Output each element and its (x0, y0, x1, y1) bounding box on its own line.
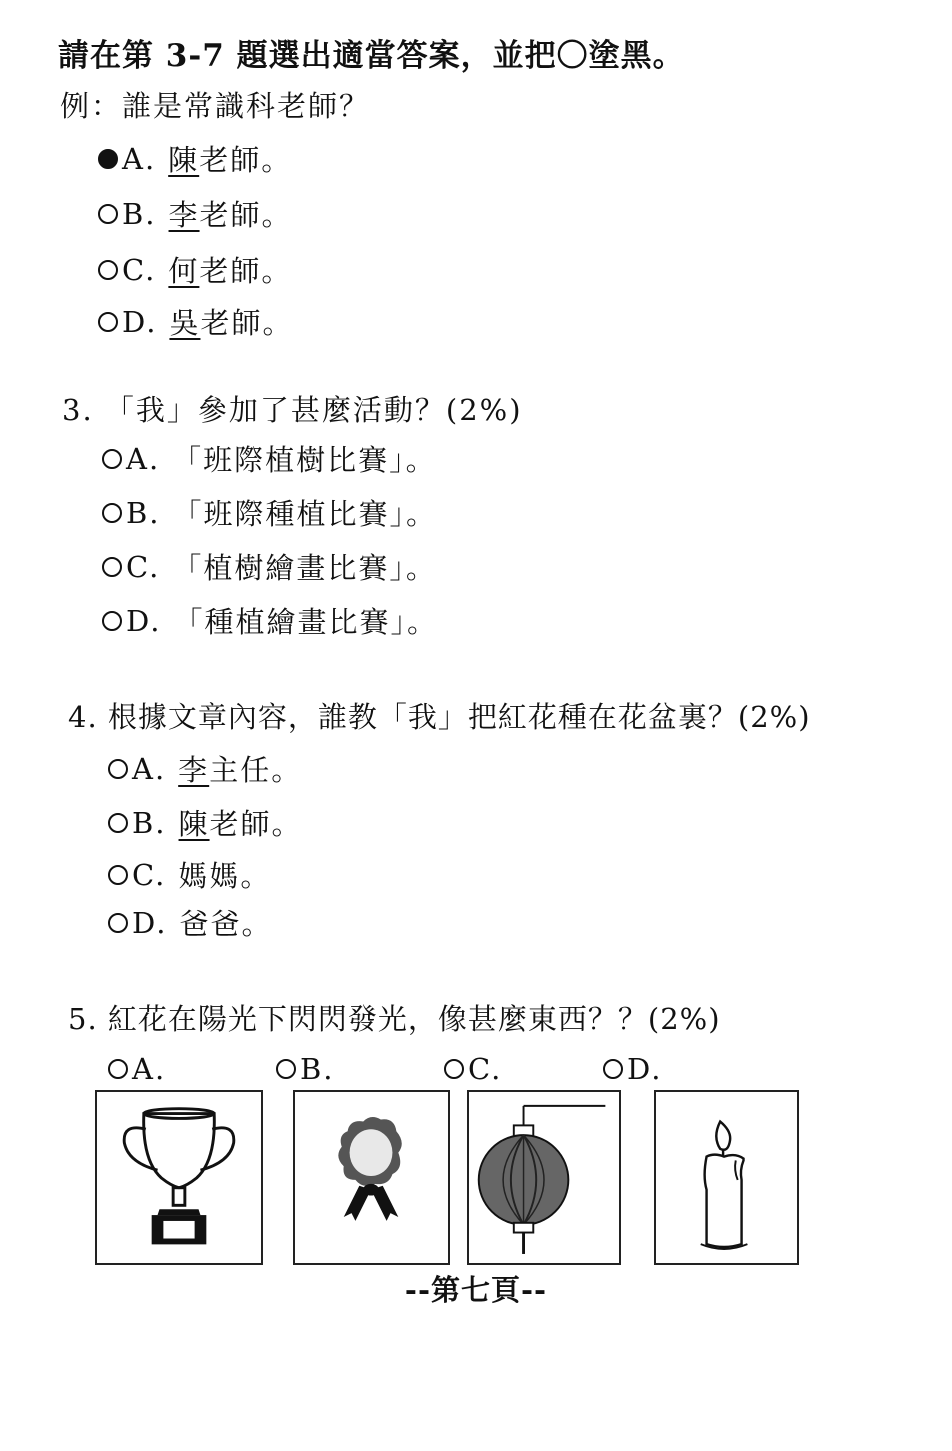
empty-bubble-icon[interactable] (276, 1059, 296, 1079)
option-text: 老師。 (200, 306, 294, 340)
empty-bubble-icon[interactable] (108, 865, 128, 885)
trophy-icon (97, 1092, 261, 1263)
empty-bubble-icon[interactable] (108, 913, 128, 933)
q4-option-c[interactable] (108, 854, 271, 895)
empty-bubble-icon[interactable] (98, 260, 118, 280)
option-text: 「種植繪畫比賽」。 (173, 605, 438, 639)
option-letter: C. (122, 252, 157, 287)
empty-bubble-icon[interactable] (102, 611, 122, 631)
option-letter: A. (122, 141, 157, 176)
empty-bubble-icon[interactable] (108, 1059, 128, 1079)
example-question: 例：誰是常識科老師？ (60, 89, 371, 123)
option-text: 「班際種植比賽」。 (172, 497, 438, 531)
option-text: 「植樹繪畫比賽」。 (172, 551, 437, 585)
teacher-surname: 何 (168, 254, 200, 288)
empty-bubble-icon[interactable] (102, 557, 122, 577)
q3-option-c[interactable] (102, 546, 437, 587)
option-letter: B. (122, 196, 157, 231)
empty-bubble-icon[interactable] (102, 503, 122, 523)
example-option-d[interactable] (98, 301, 293, 342)
q3-option-d[interactable] (102, 600, 438, 641)
option-letter: B. (300, 1052, 335, 1086)
option-text: 爸爸。 (179, 907, 273, 941)
filled-bubble-icon[interactable] (98, 149, 118, 169)
option-text: 老師。 (199, 254, 293, 288)
empty-bubble-icon[interactable] (98, 312, 118, 332)
q5-option-b[interactable] (276, 1052, 347, 1086)
option-letter: C. (468, 1052, 503, 1086)
q3-option-a[interactable] (102, 438, 437, 479)
option-text: 老師。 (199, 198, 293, 232)
teacher-surname: 陳 (168, 143, 200, 177)
question-5: 5. 紅花在陽光下閃閃發光，像甚麼東西？？(2%) (68, 1002, 721, 1036)
option-text: 媽媽。 (178, 859, 272, 893)
empty-bubble-icon[interactable] (102, 449, 122, 469)
q5-option-a[interactable] (108, 1052, 178, 1086)
empty-bubble-icon[interactable] (444, 1059, 464, 1079)
medal-icon (295, 1092, 448, 1263)
option-letter: D. (132, 905, 168, 940)
q5-option-c[interactable] (444, 1052, 514, 1086)
q4-option-a[interactable] (108, 748, 302, 789)
surname: 李 (178, 753, 210, 787)
question-4: 4. 根據文章內容，誰教「我」把紅花種在花盆裏？(2%) (68, 700, 811, 734)
option-letter: A. (126, 441, 161, 476)
empty-bubble-icon[interactable] (108, 759, 128, 779)
option-text: 主任。 (209, 753, 303, 787)
option-letter: A. (132, 1052, 167, 1086)
option-letter: C. (132, 857, 167, 892)
picture-box-b (293, 1090, 450, 1265)
option-text: 老師。 (199, 143, 293, 177)
question-3: 3. 「我」參加了甚麼活動？(2%) (62, 393, 523, 427)
instruction: 請在第 3-7 題選出適當答案，並把〇塗黑。 (58, 38, 685, 74)
q5-option-d[interactable] (603, 1052, 674, 1086)
surname: 陳 (178, 807, 210, 841)
option-letter: D. (122, 304, 158, 339)
q4-option-b[interactable] (108, 802, 303, 843)
candle-icon (656, 1092, 797, 1263)
lantern-icon (469, 1092, 619, 1263)
q4-option-d[interactable] (108, 902, 272, 943)
option-letter: C. (126, 549, 161, 584)
picture-box-d (654, 1090, 799, 1265)
example-option-a[interactable] (98, 138, 292, 179)
option-letter: B. (132, 805, 167, 840)
teacher-surname: 吳 (169, 306, 201, 340)
empty-bubble-icon[interactable] (98, 204, 118, 224)
option-letter: D. (627, 1052, 663, 1086)
picture-box-c (467, 1090, 621, 1265)
example-option-c[interactable] (98, 249, 292, 290)
page-footer: --第七頁-- (404, 1273, 548, 1307)
picture-box-a (95, 1090, 263, 1265)
empty-bubble-icon[interactable] (108, 813, 128, 833)
q3-option-b[interactable] (102, 492, 437, 533)
empty-bubble-icon[interactable] (603, 1059, 623, 1079)
option-letter: D. (126, 603, 162, 638)
example-option-b[interactable] (98, 193, 293, 234)
option-letter: B. (126, 495, 161, 530)
option-text: 「班際植樹比賽」。 (172, 443, 437, 477)
teacher-surname: 李 (168, 198, 200, 232)
option-text: 老師。 (209, 807, 303, 841)
option-letter: A. (132, 751, 167, 786)
